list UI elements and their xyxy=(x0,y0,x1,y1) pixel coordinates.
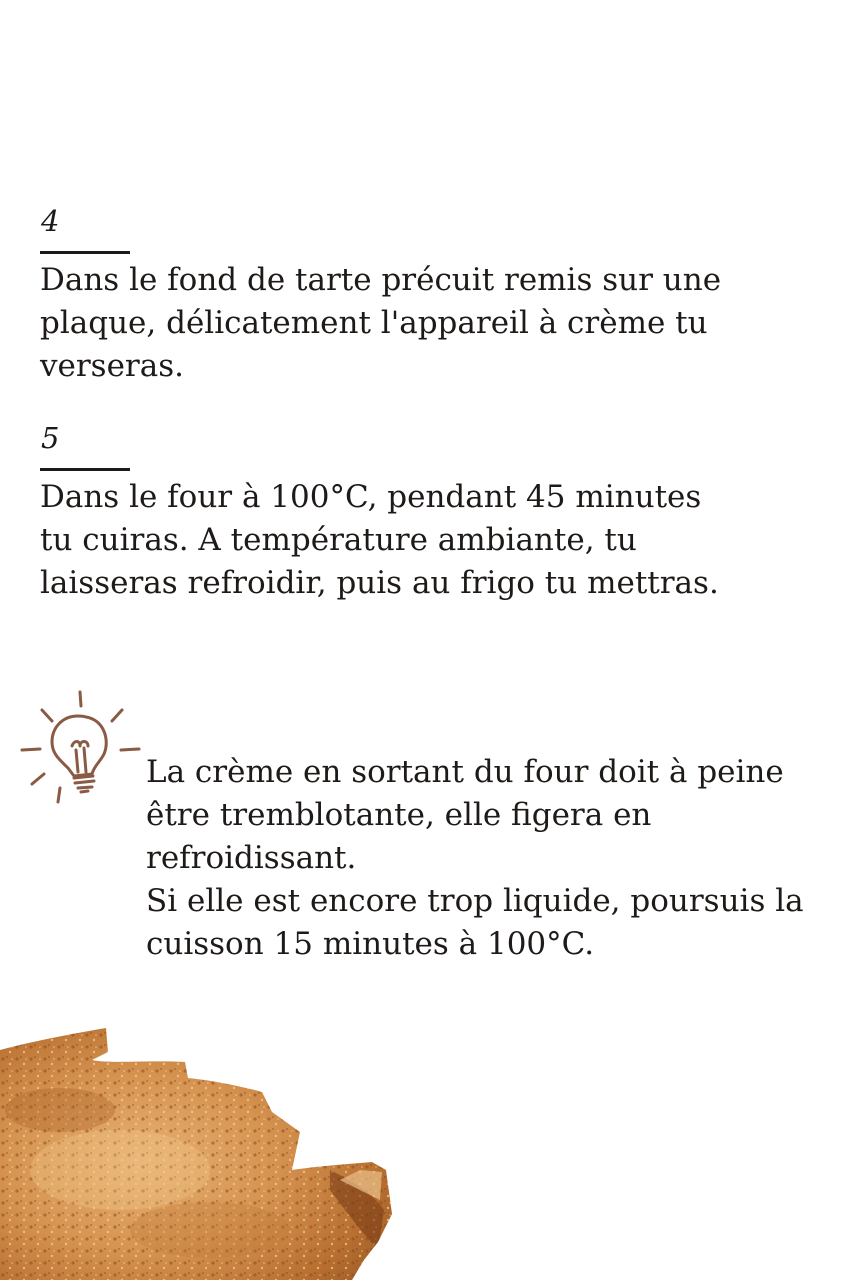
tip-line: cuisson 15 minutes à 100°C. xyxy=(146,926,595,962)
tart-photo xyxy=(0,1020,400,1280)
step-text-line: Dans le fond de tarte précuit remis sur une xyxy=(40,262,722,298)
tip-text xyxy=(146,751,826,966)
step-4 xyxy=(40,205,740,388)
step-text-line: tu cuiras. A température ambiante, tu xyxy=(40,522,637,558)
step-text-line: plaque, délicatement l'appareil à crème tu xyxy=(40,305,708,341)
step-text xyxy=(40,259,740,388)
tip-line: La crème en sortant du four doit à peine xyxy=(146,754,784,790)
step-text-line: laisseras refroidir, puis au frigo tu mettras. xyxy=(40,565,719,601)
tip-line: être tremblotante, elle figera en xyxy=(146,797,652,833)
lightbulb-icon xyxy=(18,688,142,804)
step-5 xyxy=(40,422,740,605)
step-text-line: verseras. xyxy=(40,348,184,384)
step-text-line: Dans le four à 100°C, pendant 45 minutes xyxy=(40,479,702,515)
step-number: 5 xyxy=(41,421,60,455)
step-divider xyxy=(40,468,130,471)
tip-line: refroidissant. xyxy=(146,840,357,876)
step-divider xyxy=(40,251,130,254)
tip-line: Si elle est encore trop liquide, poursuis la xyxy=(146,883,804,919)
step-number: 4 xyxy=(41,204,60,238)
step-text xyxy=(40,476,740,605)
